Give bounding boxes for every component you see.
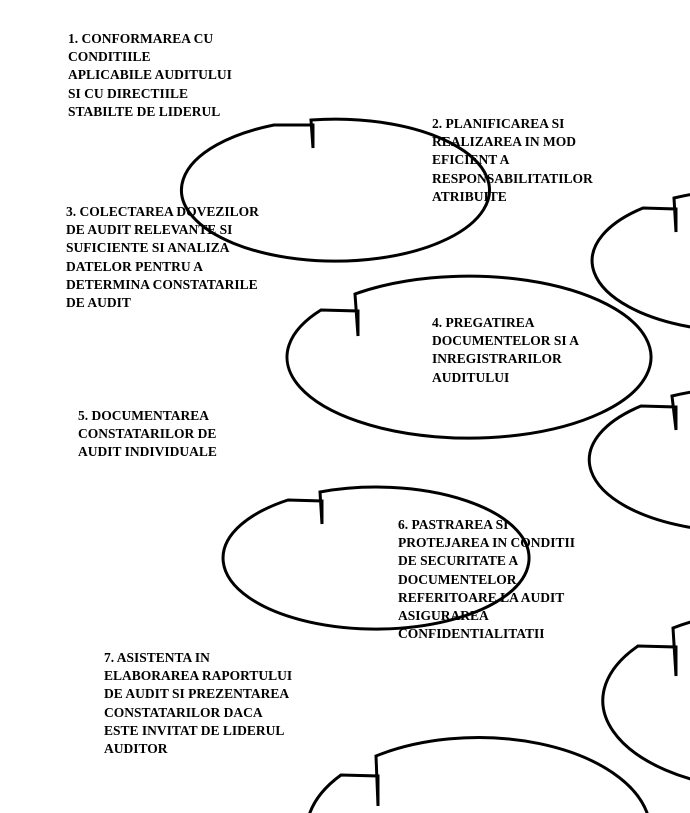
bubble-line: 1. CONFORMAREA CU [68,31,214,46]
bubble-line: AUDITULUI [432,369,510,385]
bubble-line: ATRIBUITE [432,188,507,204]
bubble-line: APLICABILE AUDITULUI [68,67,232,83]
speech-bubble-6 [603,611,690,791]
bubble-line: 4. PREGATIREA [432,315,535,330]
bubble-text-7 [104,649,292,758]
bubble-line: SI CU DIRECTIILE [68,85,189,101]
bubble-line: DE AUDIT SI PREZENTAREA [104,686,290,702]
bubble-line: ASIGURAREA [398,608,489,624]
bubble-line: RESPONSABILITATILOR [432,170,593,186]
bubble-line: REFERITOARE LA AUDIT [398,589,565,605]
bubble-line: INREGISTRARILOR [432,351,562,367]
bubble-line: DATELOR PENTRU A [66,258,204,274]
bubble-line: CONSTATARILOR DACA [104,704,263,720]
bubble-line: SUFICIENTE SI ANALIZA [66,240,230,256]
bubble-line: 3. COLECTAREA DOVEZILOR [66,204,259,219]
bubble-line: DE SECURITATE A [398,553,519,569]
bubble-line: 6. PASTRAREA SI [398,517,509,532]
bubble-text-6 [398,516,575,643]
bubble-line: CONDITIILE [68,49,151,65]
bubble-line: 5. DOCUMENTAREA [78,408,209,423]
bubble-line: DE AUDIT RELEVANTE SI [66,222,233,238]
bubble-line: DE AUDIT [66,295,131,311]
bubble-line: ELABORAREA RAPORTULUI [104,668,293,684]
bubble-line: DETERMINA CONSTATARILE [66,276,258,292]
bubble-line: ESTE INVITAT DE LIDERUL [104,722,285,738]
bubble-line: PROTEJAREA IN CONDITII [398,535,576,551]
bubble-line: 7. ASISTENTA IN [104,650,210,665]
speech-bubble-7 [306,738,650,813]
bubble-line: CONFIDENTIALITATII [398,626,545,642]
bubble-line: AUDIT INDIVIDUALE [78,444,217,460]
bubble-line: CONSTATARILOR DE [78,426,217,442]
bubble-line: DOCUMENTELOR SI A [432,333,580,349]
bubble-line: STABILTE DE LIDERUL [68,103,221,119]
bubble-text-2 [432,115,593,206]
bubble-text-3 [66,203,259,312]
bubble-text-4 [432,314,579,387]
bubble-line: DOCUMENTELOR [398,571,517,587]
bubble-line: REALIZAREA IN MOD [432,134,577,150]
bubble-text-1 [68,30,232,121]
bubble-line: 2. PLANIFICAREA SI [432,116,565,131]
bubble-text-5 [78,407,217,462]
bubble-line: AUDITOR [104,741,168,757]
bubble-line: EFICIENT A [432,152,510,168]
